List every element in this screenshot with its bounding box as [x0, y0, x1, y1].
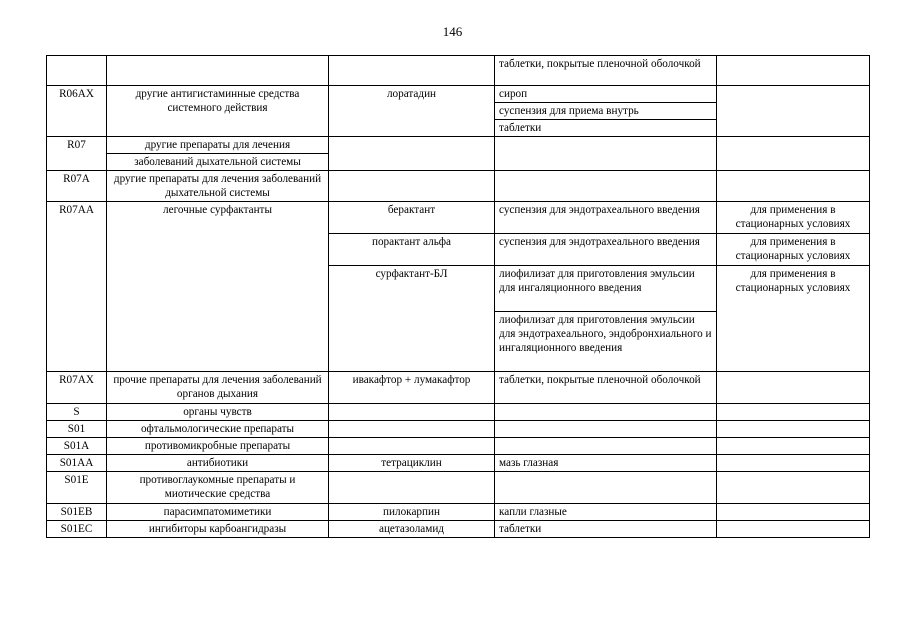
atc-group: легочные сурфактанты — [107, 202, 329, 372]
drug-name: порактант альфа — [329, 234, 495, 266]
atc-code: S — [47, 404, 107, 421]
atc-code: R06AX — [47, 86, 107, 137]
dosage-form: лиофилизат для приготовления эмульсии для ингаляционного введения — [495, 266, 717, 312]
atc-group: парасимпатомиметики — [107, 504, 329, 521]
atc-code: R07 — [47, 137, 107, 171]
atc-group: органы чувств — [107, 404, 329, 421]
usage-note: для применения в стационарных условиях — [717, 202, 870, 234]
usage-note: для применения в стационарных условиях — [717, 266, 870, 372]
dosage-form: таблетки — [495, 521, 717, 538]
table-row — [47, 504, 870, 521]
drug-name: пилокарпин — [329, 504, 495, 521]
dosage-form: таблетки — [495, 120, 717, 137]
table-row — [47, 438, 870, 455]
table-row — [47, 202, 870, 234]
atc-group: другие антигистаминные средства системного действия — [107, 86, 329, 137]
drug-table — [46, 55, 870, 538]
dosage-form: мазь глазная — [495, 455, 717, 472]
table-row — [47, 56, 870, 86]
dosage-form: капли глазные — [495, 504, 717, 521]
atc-group: прочие препараты для лечения заболеваний органов дыхания — [107, 372, 329, 404]
table-row — [47, 86, 870, 103]
atc-code: S01AA — [47, 455, 107, 472]
dosage-form: лиофилизат для приготовления эмульсии для эндотрахеального, эндобронхиального и ингаляционного введения — [495, 312, 717, 372]
table-row — [47, 171, 870, 202]
usage-note: для применения в стационарных условиях — [717, 234, 870, 266]
atc-code: R07AX — [47, 372, 107, 404]
table-row — [47, 455, 870, 472]
drug-name: тетрациклин — [329, 455, 495, 472]
table-row — [47, 521, 870, 538]
table-row — [47, 404, 870, 421]
drug-name: ацетазоламид — [329, 521, 495, 538]
dosage-form: сироп — [495, 86, 717, 103]
drug-name: ивакафтор + лумакафтор — [329, 372, 495, 404]
dosage-form: суспензия для эндотрахеального введения — [495, 234, 717, 266]
atc-group: противоглаукомные препараты и миотические средства — [107, 472, 329, 504]
drug-name: берактант — [329, 202, 495, 234]
atc-group: противомикробные препараты — [107, 438, 329, 455]
atc-code: S01EC — [47, 521, 107, 538]
atc-group: офтальмологические препараты — [107, 421, 329, 438]
atc-code: R07A — [47, 171, 107, 202]
dosage-form: суспензия для эндотрахеального введения — [495, 202, 717, 234]
table-row — [47, 137, 870, 154]
drug-name: лоратадин — [329, 86, 495, 137]
atc-group: антибиотики — [107, 455, 329, 472]
atc-group: ингибиторы карбоангидразы — [107, 521, 329, 538]
atc-code: R07AA — [47, 202, 107, 372]
drug-name: сурфактант-БЛ — [329, 266, 495, 372]
page-number: 146 — [442, 24, 463, 39]
table-row — [47, 372, 870, 404]
dosage-form: таблетки, покрытые пленочной оболочкой — [495, 372, 717, 404]
atc-group: другие препараты для лечения заболеваний дыхательной системы — [107, 171, 329, 202]
dosage-form: суспензия для приема внутрь — [495, 103, 717, 120]
atc-code: S01EB — [47, 504, 107, 521]
atc-code: S01 — [47, 421, 107, 438]
atc-code: S01E — [47, 472, 107, 504]
atc-code: S01A — [47, 438, 107, 455]
table-row — [47, 421, 870, 438]
dosage-form: таблетки, покрытые пленочной оболочкой — [495, 56, 717, 86]
atc-group: другие препараты для лечения — [107, 137, 329, 154]
table-row — [47, 472, 870, 504]
atc-group: заболеваний дыхательной системы — [107, 154, 329, 171]
